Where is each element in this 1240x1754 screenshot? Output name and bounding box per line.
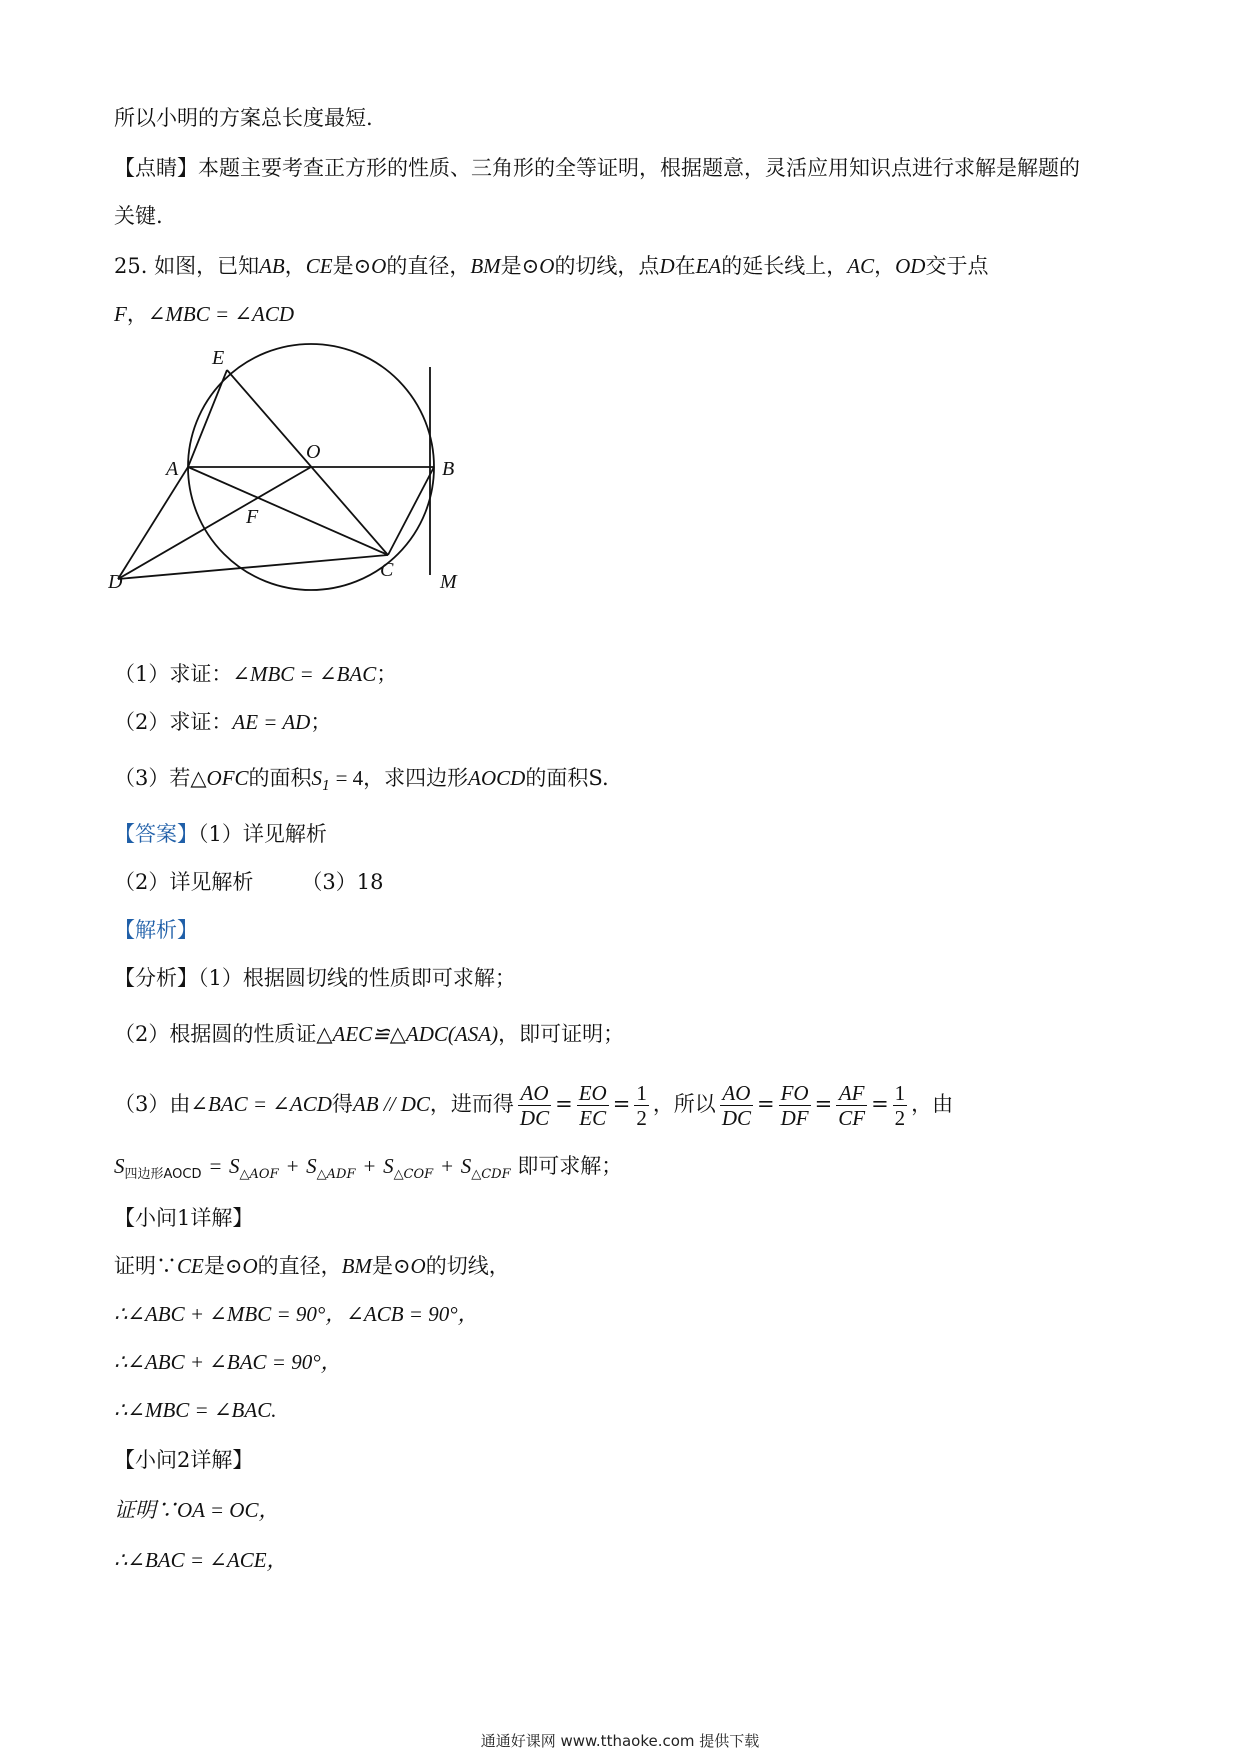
jiexi-tag: 【解析】 — [114, 918, 198, 942]
text-line: 所以小明的方案总长度最短. — [114, 106, 373, 130]
answer-line-1: 【答案】（1）详见解析 — [114, 822, 327, 846]
page-footer: 通通好课网 www.tthaoke.com 提供下载 — [480, 1732, 760, 1750]
analysis-line-3: （3）由∠BAC = ∠ACD得AB // DC，进而得 $\frac{AO}{DC}$ = $\frac{EO}{EC}$ = $\frac{1}{2}$ ，所以 $\frac{AO}{DC}$ = $\frac{FO}{DF}$ = $\frac{AF}{CF}$ = $\frac{1}{2}$ ，由 — [114, 1081, 954, 1130]
sub-question-1-detail-tag: 【小问1详解】 — [114, 1206, 254, 1230]
text-line: 关键. — [114, 204, 163, 228]
analysis-line-2: （2）根据圆的性质证△AEC≌△ADC(ASA)，即可证明； — [114, 1022, 625, 1046]
segment-ad — [118, 467, 188, 579]
label-a: A — [166, 458, 179, 480]
label-m: M — [440, 571, 457, 593]
fraction: $\frac{AO}{DC}$ — [519, 1081, 550, 1130]
proof-line: 证明∵CE是⊙O的直径，BM是⊙O的切线， — [114, 1254, 510, 1278]
question-25-stem: 25. 如图，已知AB，CE是⊙O的直径，BM是⊙O的切线，点D在EA的延长线上，AC，OD交于点 — [114, 254, 989, 278]
label-e: E — [212, 347, 225, 369]
label-d: D — [108, 571, 123, 593]
segment-od — [118, 467, 311, 579]
label-o: O — [306, 441, 321, 463]
fraction: $\frac{1}{2}$ — [894, 1081, 906, 1130]
fraction: $\frac{AF}{CF}$ — [838, 1081, 866, 1130]
fraction: $\frac{AO}{DC}$ — [721, 1081, 751, 1130]
analysis-line-1: 【分析】（1）根据圆切线的性质即可求解； — [114, 966, 516, 990]
proof-line: ∴∠ABC + ∠MBC = 90°，∠ACB = 90°， — [114, 1302, 479, 1326]
geometry-figure — [108, 340, 488, 610]
proof-line: 证明∵OA = OC， — [114, 1498, 280, 1522]
sub-question-3: （3）若△OFC的面积$S_1 = 4$，求四边形AOCD的面积S. — [114, 766, 609, 794]
answer-line-2: （2）详见解析 （3）18 — [114, 870, 384, 894]
proof-line: ∴∠BAC = ∠ACE， — [114, 1548, 288, 1572]
analysis-line-4: $S_{四边形AOCD} = S_{\triangle AOF} + S_{\triangle ADF} + S_{\triangle COF} + S_{\triangle CDF}$ 即可求解； — [114, 1154, 623, 1182]
question-25-stem-cont: F，∠MBC = ∠ACD — [114, 302, 295, 326]
sub-question-2-detail-tag: 【小问2详解】 — [114, 1448, 254, 1472]
fraction: $\frac{EO}{EC}$ — [578, 1081, 607, 1130]
segment-ea — [188, 370, 227, 467]
segment-cb — [388, 467, 434, 555]
label-c: C — [380, 559, 394, 581]
label-f: F — [246, 506, 259, 528]
label-b: B — [442, 458, 455, 480]
proof-line: ∴∠MBC = ∠BAC. — [114, 1398, 277, 1422]
proof-line: ∴∠ABC + ∠BAC = 90°， — [114, 1350, 342, 1374]
sub-question-1: （1）求证：∠MBC = ∠BAC； — [114, 662, 398, 686]
fraction: $\frac{FO}{DF}$ — [780, 1081, 809, 1130]
sub-question-2: （2）求证：AE = AD； — [114, 710, 332, 734]
dianjing-note: 【点睛】本题主要考查正方形的性质、三角形的全等证明，根据题意，灵活应用知识点进行求解是解题的 — [114, 156, 1080, 180]
fraction: $\frac{1}{2}$ — [636, 1081, 647, 1130]
